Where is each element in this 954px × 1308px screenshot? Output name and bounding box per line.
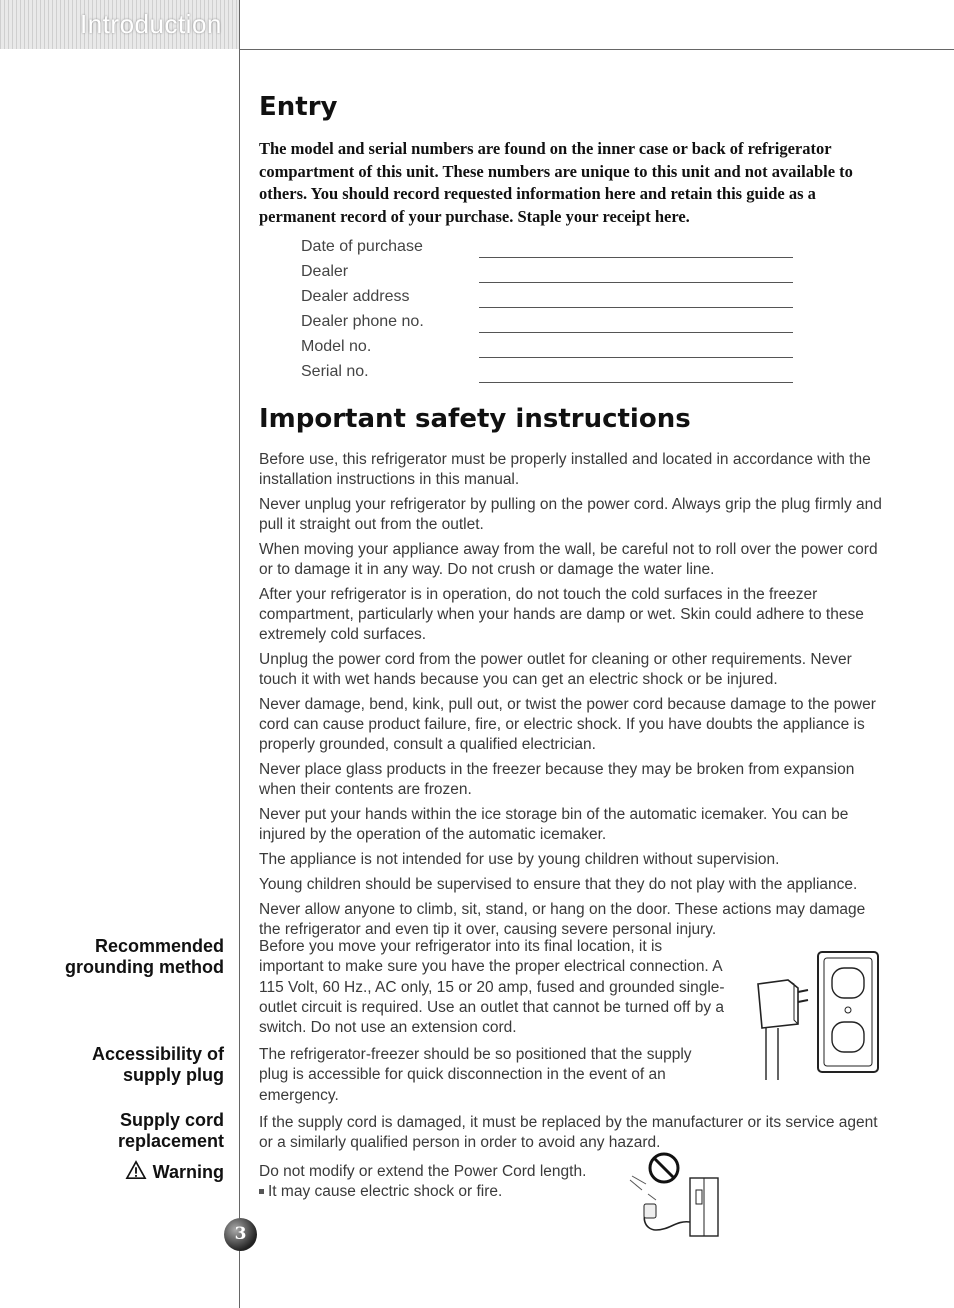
record-line xyxy=(479,332,793,333)
safety-paragraph: Young children should be supervised to ensure that they do not play with the appliance. xyxy=(259,876,858,893)
safety-heading: Important safety instructions xyxy=(259,404,691,434)
record-label: Date of purchase xyxy=(301,238,423,255)
record-line xyxy=(479,282,793,283)
supply-cord-text: If the supply cord is damaged, it must be replaced by the manufacturer or its service agent or a similarly qualified person in order to avoid any hazard. xyxy=(259,1114,878,1152)
record-line xyxy=(479,257,793,258)
record-label: Dealer phone no. xyxy=(301,313,424,330)
warning-text: Do not modify or extend the Power Cord length. xyxy=(259,1163,587,1180)
grounded-outlet-icon xyxy=(748,944,882,1084)
safety-paragraph: The appliance is not intended for use by young children without supervision. xyxy=(259,851,780,868)
safety-paragraph: After your refrigerator is in operation, do not touch the cold surfaces in the freezer compartment, particularly when your hands are damp or wet. Skin could adhere to these extremely cold surfaces. xyxy=(259,586,864,643)
record-row xyxy=(301,236,796,261)
record-line xyxy=(479,307,793,308)
safety-paragraph: When moving your appliance away from the wall, be careful not to roll over the power cord or to damage it in any way. Do not crush or damage the water line. xyxy=(259,541,878,578)
safety-paragraph: Never put your hands within the ice storage bin of the automatic icemaker. You can be injured by the operation of the automatic icemaker. xyxy=(259,806,849,843)
safety-paragraph: Before use, this refrigerator must be properly installed and located in accordance with the installation instructions in this manual. xyxy=(259,451,871,488)
safety-paragraph: Never unplug your refrigerator by pulling on the power cord. Always grip the plug firmly and pull it straight out from the outlet. xyxy=(259,496,882,533)
record-label: Dealer address xyxy=(301,288,410,305)
record-label: Serial no. xyxy=(301,363,369,380)
record-row xyxy=(301,336,796,361)
safety-paragraph: Unplug the power cord from the power outlet for cleaning or other requirements. Never touch it with wet hands because you can get an electric shock or be injured. xyxy=(259,651,852,688)
record-label: Dealer xyxy=(301,263,349,280)
header-rule xyxy=(240,49,954,50)
entry-intro: The model and serial numbers are found on the inner case or back of refrigerator compartment of this unit. These numbers are unique to this unit and not available to others. You should record requested information here and retain this guide as a permanent record of your purchase. Staple your receipt here. xyxy=(259,139,853,226)
record-line xyxy=(479,382,793,383)
warning-heading-wrap xyxy=(54,1160,224,1183)
record-row xyxy=(301,311,796,336)
warning-icon xyxy=(125,1160,147,1180)
accessibility-heading: Accessibility of supply plug xyxy=(91,1044,224,1085)
supply-cord-heading: Supply cord replacement xyxy=(117,1110,224,1151)
warning-heading: Warning xyxy=(152,1162,224,1182)
safety-list xyxy=(259,450,889,945)
record-form xyxy=(301,236,796,386)
record-row xyxy=(301,361,796,386)
record-row xyxy=(301,286,796,311)
warning-note: It may cause electric shock or fire. xyxy=(268,1183,503,1200)
safety-paragraph: Never allow anyone to climb, sit, stand, or hang on the door. These actions may damage the refrigerator and even tip it over, causing severe personal injury. xyxy=(259,901,866,938)
section-title: Introduction xyxy=(80,9,222,39)
entry-heading: Entry xyxy=(259,92,338,122)
record-line xyxy=(479,357,793,358)
record-row xyxy=(301,261,796,286)
grounding-heading: Recommended grounding method xyxy=(65,936,224,977)
section-header xyxy=(0,0,240,49)
accessibility-text: The refrigerator-freezer should be so positioned that the supply plug is accessible for quick disconnection in the event of an emergency. xyxy=(259,1046,692,1104)
grounding-text: Before you move your refrigerator into its final location, it is important to make sure you have the proper electrical connection. A 115 Volt, 60 Hz., AC only, 15 or 20 amp, fused and grounded single-outlet circuit is required. Use an outlet that cannot be turned off by a switch. Do not use an extension cord. xyxy=(259,938,725,1037)
margin-rule xyxy=(239,0,240,1308)
safety-paragraph: Never damage, bend, kink, pull out, or twist the power cord because damage to the power cord can cause product failure, fire, or electric shock. If you have doubts the appliance is properly grounded, consult a qualified electrician. xyxy=(259,696,876,753)
page-number: 3 xyxy=(224,1218,257,1251)
no-extension-cord-icon xyxy=(620,1150,725,1242)
safety-paragraph: Never place glass products in the freezer because they may be broken from expansion when their contents are frozen. xyxy=(259,761,855,798)
warning-note-wrap xyxy=(259,1182,609,1202)
bullet-icon xyxy=(259,1189,264,1194)
record-label: Model no. xyxy=(301,338,372,355)
